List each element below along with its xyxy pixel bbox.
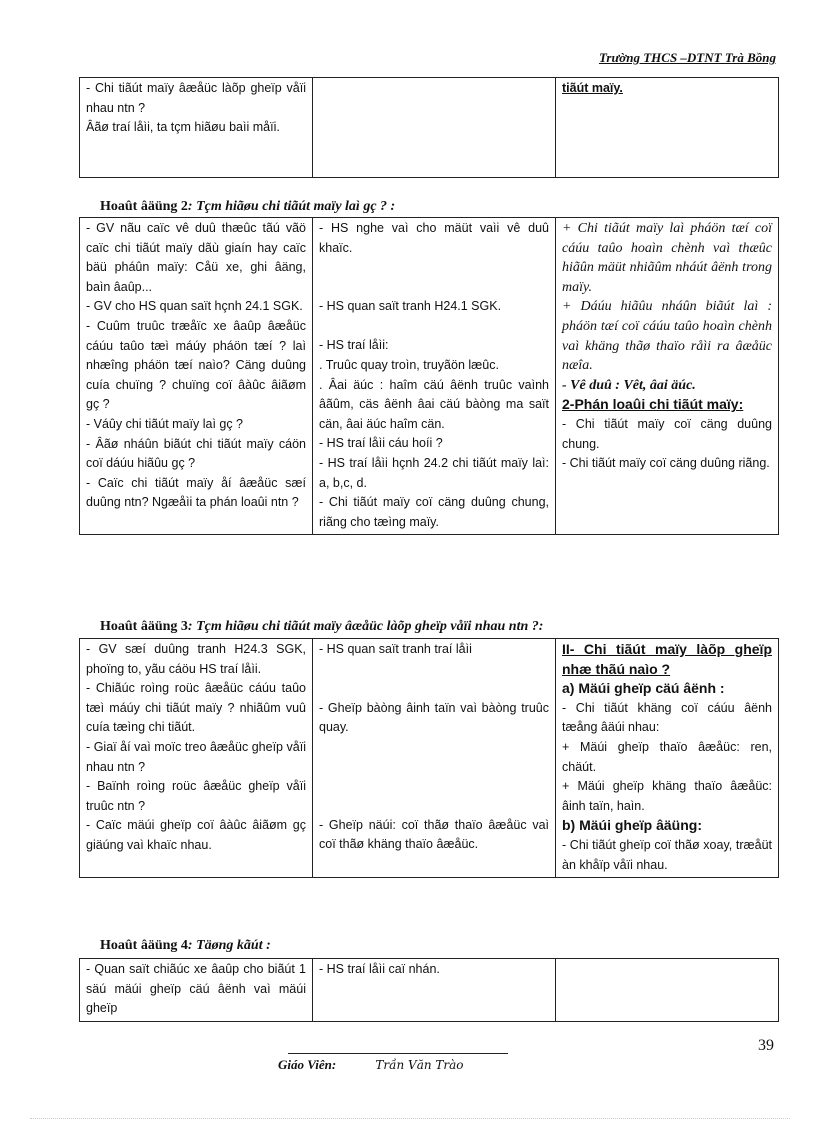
teacher-column (80, 639, 313, 878)
footer-divider (288, 1053, 508, 1054)
subsection-heading: II- Chi tiãút maïy làõp gheïp nhæ thãú naìo ? (562, 641, 772, 677)
table-text: - HS traí låìi caï nhán. (319, 962, 440, 976)
table-text: - Gheïp bàòng âinh taïn vaì bàòng truûc quay. (319, 700, 549, 735)
table-text: . Truûc quay troìn, truyãön læûc. (319, 357, 499, 372)
table-text: - HS traí låìi hçnh 24.2 chi tiãút maïy laì: a, b,c, d. (319, 455, 549, 490)
footer-label: Giáo Viên: (278, 1057, 337, 1072)
content-column (556, 959, 779, 1022)
table-text: - GV sæí duûng tranh H24.3 SGK, phoïng to, yãu cáöu HS traí låìi. (86, 642, 306, 676)
student-column (313, 959, 556, 1022)
table-text: . Âai äúc : haîm cäú âënh truûc vaình âãûm, cäs âënh âai cäú bàòng ma saït cän, âai äúc haîm cän. (319, 377, 549, 431)
lesson-table-continued (79, 77, 779, 178)
table-text: - Âãø nháûn biãút chi tiãút maïy cáön coï dáúu hiãûu gç ? (86, 436, 306, 471)
table-text: + Mäúi gheïp khäng thaïo âæåüc: âinh taïn, haìn. (562, 779, 772, 813)
section-heading-2: Hoaût âäüng 2: Tçm hiãøu chi tiãút maïy laì gç ? : (100, 199, 396, 214)
teacher-signature: Trần Văn Trào (375, 1058, 464, 1072)
table-text: - Vê duû : Vêt, âai äúc. (562, 377, 696, 393)
table-text: - Baïnh roìng roüc âæåüc gheïp våïi truûc ntn ? (86, 779, 306, 813)
table-text: tiãút maïy. (562, 81, 623, 95)
table-text: - Chi tiãút khäng coï cáúu âënh tæång âäúi nhau: (562, 700, 772, 735)
table-text: - Chi tiãút maïy coï cäng duûng chung. (562, 416, 772, 451)
school-header: Trường THCS –DTNT Trà Bồng (598, 50, 776, 65)
content-column (556, 218, 779, 535)
student-column (313, 78, 556, 178)
page-number: 39 (758, 1037, 774, 1054)
table-text: + Chi tiãút maïy laì pháön tæí coï cáúu taûo hoaìn chènh vaì thæûc hiãûn mäüt nhiãûm nháút âënh trong maïy. (562, 221, 772, 295)
table-text: - Giaï åí vaì moïc treo âæåüc gheïp våïi nhau ntn ? (86, 739, 306, 774)
table-text: - HS nghe vaì cho mäüt vaìi vê duû khaïc. (319, 221, 549, 255)
table-text: - Quan saït chiãúc xe âaûp cho biãút 1 säú mäúi gheïp cäú âënh vaì mäúi gheïp (86, 962, 306, 1016)
table-text: - Chiãúc roìng roüc âæåüc cáúu taûo tæì máúy chi tiãút maïy ? nhiãûm vuû cuía tæìng chi tiãút. (86, 681, 306, 735)
table-text: - Chi tiãút gheïp coï thãø xoay, træåüt àn khåïp våïi nhau. (562, 837, 772, 872)
table-text: - Chi tiãút maïy coï cäng duûng riãng. (562, 456, 770, 471)
subsection-heading: b) Mäúi gheïp âäüng: (562, 817, 702, 834)
student-column (313, 218, 556, 535)
teacher-column (80, 78, 313, 178)
table-text: Âãø traí låìi, ta tçm hiãøu baìi måïi. (86, 120, 280, 135)
table-text: - Chi tiãút maïy coï cäng duûng chung, riãng cho tæìng maïy. (319, 495, 549, 529)
lesson-table-2 (79, 217, 779, 535)
page-edge-divider (30, 1118, 790, 1119)
section-heading-3: Hoaût âäüng 3: Tçm hiãøu chi tiãút maïy âæåüc làõp gheïp våïi nhau ntn ?: (100, 619, 544, 634)
table-text: + Dáúu hiãûu nháûn biãút laì : pháön tæí coï cáúu taûo hoaìn chènh vaì khäng thãø thaïo råìi ra âæåüc næîa. (562, 299, 772, 374)
subsection-heading: 2-Phán loaûi chi tiãút maïy: (562, 396, 744, 413)
table-text: - Chi tiãút maïy âæåüc làõp gheïp våïi nhau ntn ? (86, 81, 306, 115)
table-text: - GV nãu caïc vê duû thæûc tãú vãö caïc chi tiãút maïy dãù giaín hay caïc bäü pháûn maïy: Cåü xe, ghi âäng, baìn âaûp... (86, 221, 306, 294)
content-column (556, 639, 779, 878)
table-text: - GV cho HS quan saït hçnh 24.1 SGK. (86, 299, 303, 314)
table-text: - HS quan saït tranh H24.1 SGK. (319, 299, 502, 314)
content-column (556, 78, 779, 178)
teacher-column (80, 218, 313, 535)
table-text: - HS quan saït tranh traí låìi (319, 642, 472, 656)
table-text: - Caïc chi tiãút maïy åí âæåüc sæí duûng ntn? Ngæåìi ta phán loaûi ntn ? (86, 475, 306, 510)
subsection-heading: a) Mäúi gheïp cäú âënh : (562, 680, 725, 697)
table-text: - Cuûm truûc træåïc xe âaûp âæåüc cáúu taûo tæì máúy pháön tæí ? laì nhæîng pháön tæí naìo? Cäng duûng cuía chuïng ? chuïng coï âàûc âiãøm gç ? (86, 318, 306, 412)
section-heading-4: Hoaût âäüng 4: Täøng kãút : (100, 938, 271, 953)
lesson-table-3 (79, 638, 779, 878)
table-text: - Caïc mäúi gheïp coï âàûc âiãøm gç giäúng vaì khaïc nhau. (86, 818, 306, 852)
table-text: - HS traí låìi: (319, 338, 389, 353)
lesson-table-4 (79, 958, 779, 1022)
table-text: + Mäúi gheïp thaïo âæåüc: ren, chäút. (562, 739, 772, 774)
table-text: - HS traí låìi cáu hoíi ? (319, 436, 443, 451)
student-column (313, 639, 556, 878)
table-text: - Váûy chi tiãút maïy laì gç ? (86, 416, 244, 431)
table-text: - Gheïp näúi: coï thãø thaïo âæåüc vaì coï thãø khäng thaïo âæåüc. (319, 817, 549, 852)
footer (278, 1057, 464, 1073)
teacher-column (80, 959, 313, 1022)
